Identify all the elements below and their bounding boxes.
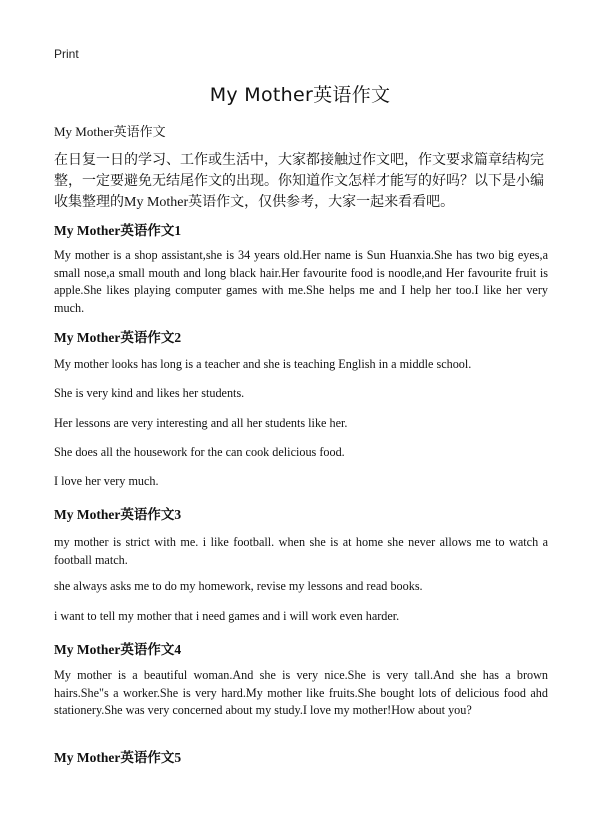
section-1-paragraph-1: My mother is a shop assistant,she is 34 years old.Her name is Sun Huanxia.She has two big eyes,a small nose,a small mouth and long black hair.Her favourite food is noodle,and Her favourite fruit is apple.She likes playing computer games with me.She helps me and I help her too.I like her very much. xyxy=(54,248,548,315)
section-3-paragraph-3: i want to tell my mother that i need games and i will work even harder. xyxy=(54,609,400,623)
document-title: My Mother英语作文 xyxy=(209,84,391,106)
section-heading-4: My Mother英语作文4 xyxy=(54,642,182,657)
section-heading-1: My Mother英语作文1 xyxy=(54,223,182,238)
section-2-paragraph-2: She is very kind and likes her students. xyxy=(54,386,245,400)
section-heading-3: My Mother英语作文3 xyxy=(54,507,182,522)
section-3-paragraph-2: she always asks me to do my homework, revise my lessons and read books. xyxy=(54,579,423,593)
section-2-paragraph-3: Her lessons are very interesting and all her students like her. xyxy=(54,416,348,430)
intro-paragraph: 在日复一日的学习、工作或生活中，大家都接触过作文吧，作文要求篇章结构完整，一定要避免无结尾作文的出现。你知道作文怎样才能写的好吗？以下是小编收集整理的My Mother英语作文，仅供参考，大家一起来看看吧。 xyxy=(54,153,544,210)
section-heading-2: My Mother英语作文2 xyxy=(54,330,182,345)
print-link[interactable]: Print xyxy=(54,47,79,61)
section-2-paragraph-4: She does all the housework for the can cook delicious food. xyxy=(54,445,345,459)
document-subtitle: My Mother英语作文 xyxy=(54,124,166,139)
section-4-paragraph-1: My mother is a beautiful woman.And she is very nice.She is very tall.And she has a brown hairs.She"s a worker.She is very hard.My mother like fruits.She bought lots of delicious food ahd stationery.She was very concerned about my study.I love my mother!How about you? xyxy=(54,668,548,717)
section-heading-5: My Mother英语作文5 xyxy=(54,750,182,765)
section-3-paragraph-1: my mother is strict with me. i like football. when she is at home she never allows me to watch a football match. xyxy=(54,535,548,567)
section-2-paragraph-1: My mother looks has long is a teacher and she is teaching English in a middle school. xyxy=(54,357,472,371)
section-2-paragraph-5: I love her very much. xyxy=(54,474,159,488)
